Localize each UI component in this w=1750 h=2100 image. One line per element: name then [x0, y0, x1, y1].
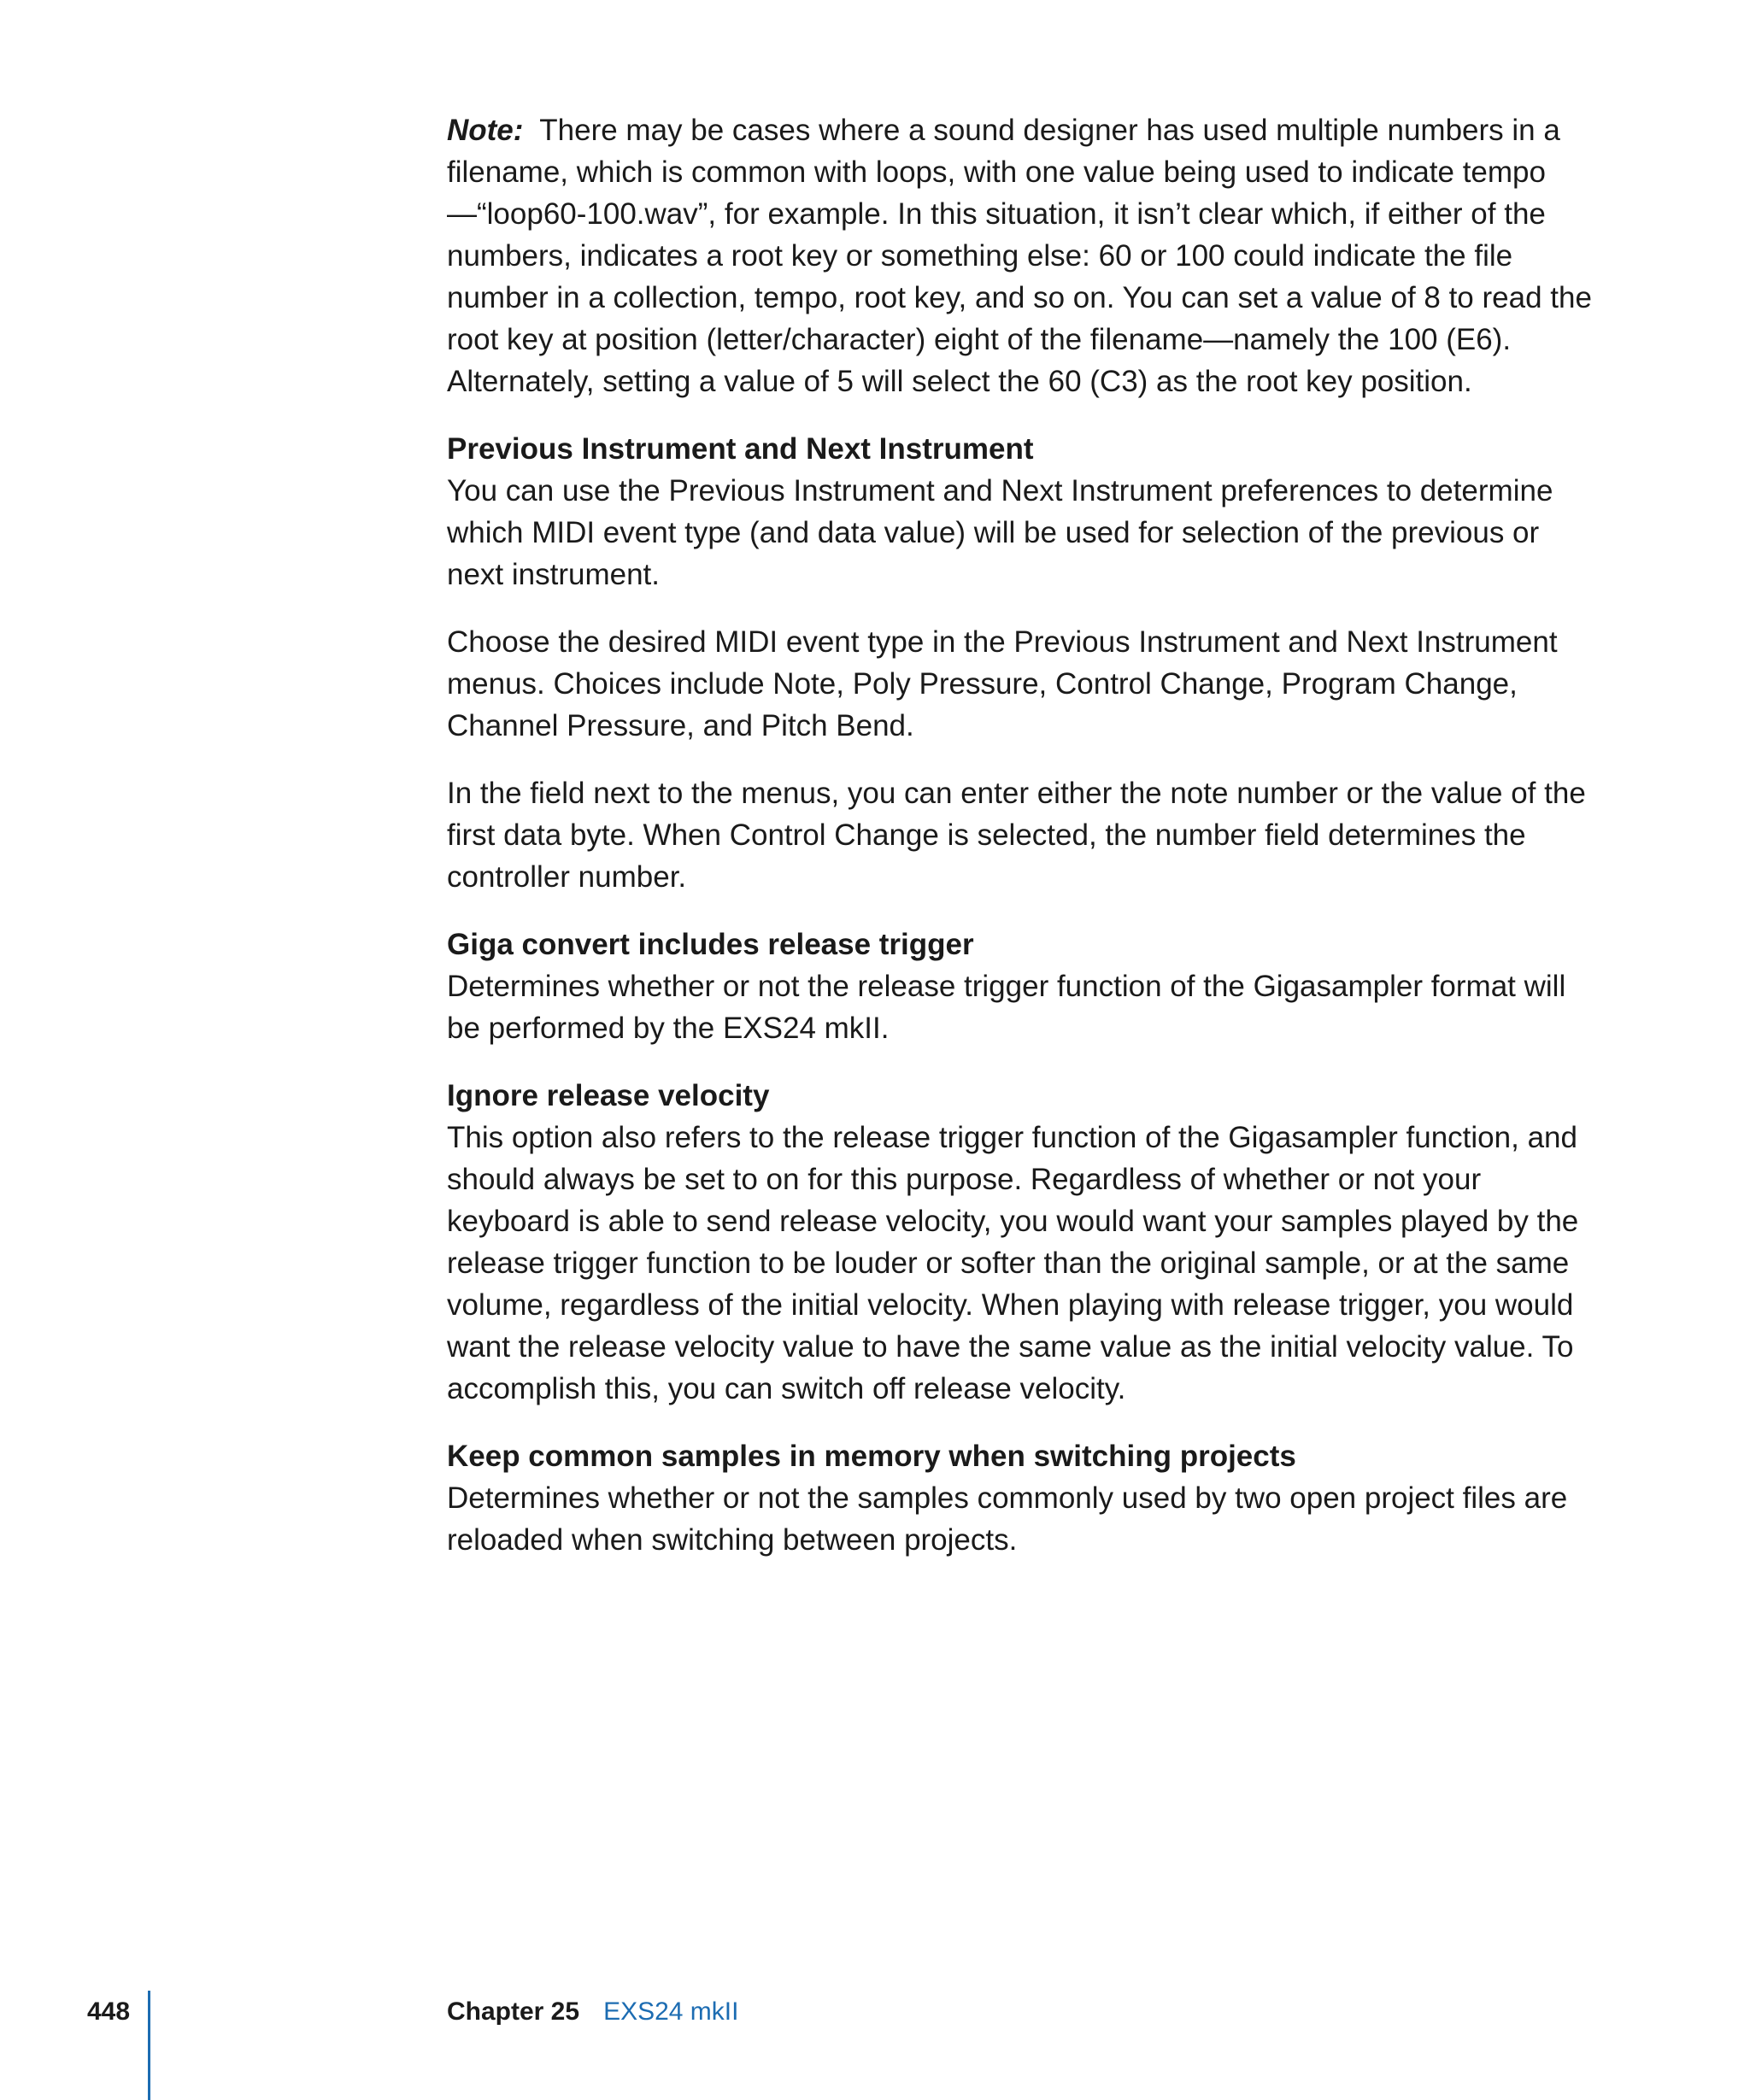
footer-chapter	[447, 1995, 738, 2029]
page-body	[447, 109, 1600, 1561]
footer-divider	[148, 1991, 150, 2100]
paragraph: Choose the desired MIDI event type in the Previous Instrument and Next Instrument menus. Choices include Note, Poly Pressure, Control Change, Program Change, Channel Pressure, and Pitch Bend.	[447, 625, 1558, 742]
section-ignore-release-velocity	[447, 1075, 1600, 1410]
note-paragraph	[447, 109, 1600, 402]
chapter-title: EXS24 mkII	[603, 1997, 739, 2026]
chapter-label: Chapter 25	[447, 1997, 580, 2026]
section-heading: Previous Instrument and Next Instrument	[447, 432, 1034, 466]
note-text: There may be cases where a sound designer has used multiple numbers in a filename, which is common with loops, with one value being used to indicate tempo—“loop60-100.wav”, for example. In this situation, it isn’t clear which, if either of the numbers, indicates a root key or something else: 60 or 100 could indicate the file number in a collection, tempo, root key, and so on. You can set a value of 8 to read the root key at position (letter/character) eight of the filename—namely the 100 (E6). Alternately, setting a value of 5 will select the 60 (C3) as the root key position.	[447, 114, 1592, 398]
section-giga-convert	[447, 924, 1600, 1049]
paragraph: In the field next to the menus, you can enter either the note number or the value of the first data byte. When Control Change is selected, the number field determines the controller number.	[447, 777, 1586, 894]
section-heading: Ignore release velocity	[447, 1079, 770, 1112]
paragraph: You can use the Previous Instrument and Next Instrument preferences to determine which MIDI event type (and data value) will be used for selection of the previous or next instrument.	[447, 474, 1553, 591]
section-keep-common-samples	[447, 1435, 1600, 1561]
section-heading: Giga convert includes release trigger	[447, 928, 974, 961]
note-label: Note:	[447, 114, 524, 147]
paragraph: Determines whether or not the samples commonly used by two open project files are reloaded when switching between projects.	[447, 1481, 1568, 1557]
section-previous-next-instrument	[447, 428, 1600, 898]
paragraph: This option also refers to the release trigger function of the Gigasampler function, and should always be set to on for this purpose. Regardless of whether or not your keyboard is able to send release velocity, you would want your samples played by the release trigger function to be louder or softer than the original sample, or at the same volume, regardless of the initial velocity. When playing with release trigger, you would want the release velocity value to have the same value as the initial velocity value. To accomplish this, you can switch off release velocity.	[447, 1121, 1579, 1405]
section-heading: Keep common samples in memory when switching projects	[447, 1440, 1296, 1473]
paragraph: Determines whether or not the release trigger function of the Gigasampler format will be performed by the EXS24 mkII.	[447, 970, 1566, 1045]
page-number: 448	[87, 1997, 131, 2026]
